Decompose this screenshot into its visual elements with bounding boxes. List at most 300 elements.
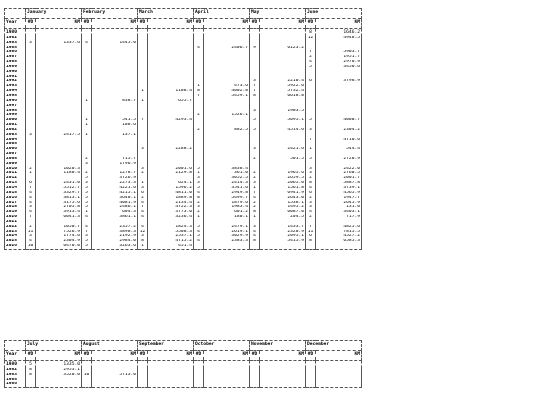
- km-header: KM: [204, 351, 250, 361]
- year-cell: 1994: [5, 89, 26, 94]
- count-cell: 5: [194, 234, 204, 239]
- month-header: December: [306, 341, 362, 351]
- km-cell: 2134.4: [148, 201, 194, 206]
- km-cell: 2192.9: [92, 234, 138, 239]
- count-cell: 10: [82, 373, 92, 378]
- count-cell: 7: [306, 50, 316, 55]
- km-cell: 5903.7: [316, 50, 362, 55]
- km-cell: 1983.4: [204, 205, 250, 210]
- km-cell: 6618.8: [260, 94, 306, 99]
- count-cell: 2: [82, 171, 92, 176]
- count-cell: 5: [82, 191, 92, 196]
- year-cell: 1983: [5, 41, 26, 46]
- count-cell: 3: [138, 167, 148, 172]
- km-cell: [92, 29, 138, 36]
- count-cell: 5: [250, 118, 260, 123]
- km-cell: 4825.6: [316, 225, 362, 230]
- month-header-row: [5, 9, 362, 19]
- count-cell: 4: [250, 234, 260, 239]
- km-header: KM: [148, 351, 194, 361]
- km-header: KM: [260, 19, 306, 29]
- count-cell: 2: [82, 157, 92, 162]
- count-cell: 5: [82, 186, 92, 191]
- table-row: [5, 382, 362, 387]
- count-cell: 3: [250, 109, 260, 114]
- km-cell: 655.7: [148, 99, 194, 104]
- km-cell: 4710.6: [316, 138, 362, 143]
- count-cell: 4: [82, 215, 92, 220]
- count-cell: 4: [138, 201, 148, 206]
- count-cell: 1: [82, 99, 92, 104]
- count-cell: 2: [306, 55, 316, 60]
- km-cell: 541.5: [92, 118, 138, 123]
- count-header: #D: [250, 351, 260, 361]
- year-cell: 1996: [5, 99, 26, 104]
- km-cell: 717.9: [316, 215, 362, 220]
- count-cell: 3: [250, 225, 260, 230]
- count-cell: 3: [306, 128, 316, 133]
- count-cell: 6: [138, 191, 148, 196]
- km-cell: 2001.6: [148, 167, 194, 172]
- count-cell: 3: [138, 186, 148, 191]
- km-cell: 6941.9: [260, 191, 306, 196]
- count-cell: 5: [82, 244, 92, 249]
- year-cell: 2019: [5, 210, 26, 215]
- km-cell: 2643.0: [260, 196, 306, 201]
- km-header: KM: [316, 19, 362, 29]
- count-cell: 2: [194, 201, 204, 206]
- month-header: June: [306, 9, 362, 19]
- km-cell: 6087.0: [260, 210, 306, 215]
- count-cell: 7: [26, 186, 36, 191]
- km-cell: 2129.8: [148, 171, 194, 176]
- km-cell: 1903.5: [260, 109, 306, 114]
- count-cell: 6: [306, 234, 316, 239]
- year-cell: 2011: [5, 171, 26, 176]
- year-cell: 1989: [5, 65, 26, 70]
- km-cell: 1646.2: [316, 29, 362, 36]
- year-cell: 2015: [5, 191, 26, 196]
- count-cell: [82, 382, 92, 387]
- count-cell: 3: [26, 41, 36, 46]
- km-cell: 3263.6: [92, 244, 138, 249]
- count-cell: 2: [194, 128, 204, 133]
- km-cell: 3726.9: [92, 176, 138, 181]
- km-cell: 2421.6: [260, 147, 306, 152]
- year-cell: 2023: [5, 230, 26, 235]
- year-cell: 2024: [5, 234, 26, 239]
- km-cell: 2320.9: [260, 230, 306, 235]
- count-cell: [306, 244, 316, 249]
- km-cell: 4715.2: [148, 239, 194, 244]
- km-cell: [260, 244, 306, 249]
- count-cell: 4: [82, 41, 92, 46]
- count-cell: [138, 29, 148, 36]
- count-header: #D: [306, 19, 316, 29]
- count-cell: 4: [26, 239, 36, 244]
- km-cell: [316, 361, 362, 368]
- count-cell: 3: [194, 181, 204, 186]
- month-header: September: [138, 341, 194, 351]
- corner-cell: [5, 341, 26, 351]
- km-cell: 2984.0: [92, 239, 138, 244]
- stats-table-jul-dec: [4, 340, 362, 388]
- year-cell: 2005: [5, 142, 26, 147]
- km-header: KM: [316, 351, 362, 361]
- km-cell: 1050.7: [36, 225, 82, 230]
- count-cell: 7: [250, 191, 260, 196]
- year-cell: 1982: [5, 36, 26, 41]
- km-header: KM: [148, 19, 194, 29]
- km-cell: 1180.4: [36, 171, 82, 176]
- km-cell: 1951.7: [316, 55, 362, 60]
- count-cell: 3: [250, 181, 260, 186]
- count-cell: 8: [26, 368, 36, 373]
- count-cell: 1: [82, 133, 92, 138]
- km-cell: 2479.1: [204, 225, 250, 230]
- month-header: January: [26, 9, 82, 19]
- month-header: October: [194, 341, 250, 351]
- count-cell: 2: [250, 171, 260, 176]
- count-cell: 1: [26, 171, 36, 176]
- km-cell: 4293.4: [148, 118, 194, 123]
- count-cell: 4: [82, 225, 92, 230]
- count-cell: [138, 382, 148, 387]
- count-cell: 8: [306, 239, 316, 244]
- km-cell: 2357.2: [92, 225, 138, 230]
- km-cell: 5732.4: [260, 89, 306, 94]
- count-header: #D: [250, 19, 260, 29]
- count-cell: 5: [250, 128, 260, 133]
- stats-table-jan-jun: [4, 8, 362, 250]
- km-cell: 2095.1: [260, 234, 306, 239]
- km-header: KM: [36, 19, 82, 29]
- year-cell: 2016: [5, 196, 26, 201]
- count-cell: 4: [194, 230, 204, 235]
- km-cell: 6585.3: [316, 239, 362, 244]
- km-cell: 2417.5: [36, 133, 82, 138]
- km-cell: 7815.5: [316, 230, 362, 235]
- count-cell: 5: [306, 157, 316, 162]
- count-cell: 2: [250, 157, 260, 162]
- km-cell: 2720.9: [316, 157, 362, 162]
- table-body: [5, 29, 362, 250]
- km-cell: 3029.9: [204, 234, 250, 239]
- count-cell: 1: [306, 147, 316, 152]
- count-cell: [194, 29, 204, 36]
- km-cell: 1538.1: [260, 201, 306, 206]
- year-header: Year: [5, 19, 26, 29]
- count-cell: 2: [250, 201, 260, 206]
- count-cell: 1: [82, 118, 92, 123]
- km-cell: [148, 361, 194, 368]
- count-cell: 4: [250, 196, 260, 201]
- count-header: #D: [82, 19, 92, 29]
- count-cell: 3: [26, 234, 36, 239]
- count-cell: 5: [194, 225, 204, 230]
- count-cell: [82, 361, 92, 368]
- km-cell: 2760.5: [316, 171, 362, 176]
- year-cell: 1992: [5, 79, 26, 84]
- km-cell: 3739.1: [316, 186, 362, 191]
- year-cell: 1990: [5, 70, 26, 75]
- km-cell: 6041.3: [36, 215, 82, 220]
- km-cell: 4722.3: [148, 205, 194, 210]
- count-cell: 8: [250, 210, 260, 215]
- count-cell: 2: [26, 167, 36, 172]
- count-cell: 8: [138, 239, 148, 244]
- table-row: [5, 361, 362, 368]
- count-cell: 8: [194, 89, 204, 94]
- count-header: #D: [82, 351, 92, 361]
- count-cell: 2: [138, 171, 148, 176]
- year-cell: 2007: [5, 152, 26, 157]
- count-header: #D: [138, 351, 148, 361]
- km-cell: 5512.7: [36, 186, 82, 191]
- count-header: #D: [194, 351, 204, 361]
- count-cell: 6: [26, 181, 36, 186]
- year-cell: 2009: [5, 162, 26, 167]
- km-header: KM: [260, 351, 306, 361]
- count-cell: 1: [194, 84, 204, 89]
- count-cell: 4: [138, 225, 148, 230]
- count-cell: [250, 382, 260, 387]
- km-cell: 5713.0: [92, 373, 138, 378]
- count-cell: 12: [306, 36, 316, 41]
- km-cell: 3898.3: [92, 230, 138, 235]
- km-cell: 2970.9: [316, 60, 362, 65]
- km-cell: [36, 382, 82, 387]
- count-cell: 7: [26, 215, 36, 220]
- km-cell: 3052.5: [204, 176, 250, 181]
- count-cell: 4: [194, 239, 204, 244]
- km-cell: [316, 244, 362, 249]
- km-cell: 5415.9: [260, 239, 306, 244]
- count-cell: 4: [306, 186, 316, 191]
- km-cell: 4565.9: [316, 191, 362, 196]
- km-cell: [316, 382, 362, 387]
- km-cell: [204, 244, 250, 249]
- count-cell: 1: [138, 244, 148, 249]
- count-cell: 5: [306, 118, 316, 123]
- count-cell: [26, 29, 36, 36]
- count-cell: 5: [82, 196, 92, 201]
- km-cell: 2001.7: [316, 176, 362, 181]
- year-cell: 1980: [5, 29, 26, 36]
- km-cell: [92, 361, 138, 368]
- year-cell: 1982: [5, 368, 26, 373]
- count-cell: 11: [26, 230, 36, 235]
- km-cell: 2619.1: [204, 230, 250, 235]
- km-cell: [92, 382, 138, 387]
- km-cell: 1337.6: [36, 41, 82, 46]
- year-cell: 1980: [5, 361, 26, 368]
- km-cell: 3175.6: [36, 201, 82, 206]
- count-cell: 4: [26, 191, 36, 196]
- count-cell: 7: [194, 94, 204, 99]
- count-cell: [306, 382, 316, 387]
- count-cell: 1: [82, 123, 92, 128]
- count-cell: [138, 361, 148, 368]
- km-cell: 2422.0: [316, 167, 362, 172]
- km-cell: [204, 29, 250, 36]
- km-cell: 1796.9: [92, 162, 138, 167]
- year-cell: 1985: [5, 378, 26, 383]
- count-cell: [250, 29, 260, 36]
- year-cell: 1986: [5, 50, 26, 55]
- year-cell: 1999: [5, 113, 26, 118]
- year-cell: 1983: [5, 373, 26, 378]
- count-header: #D: [138, 19, 148, 29]
- count-cell: 3: [306, 205, 316, 210]
- km-cell: [36, 29, 82, 36]
- count-cell: 4: [138, 215, 148, 220]
- km-cell: 2288.2: [148, 147, 194, 152]
- count-cell: 4: [194, 191, 204, 196]
- count-cell: 5: [82, 239, 92, 244]
- count-cell: [194, 382, 204, 387]
- month-header: August: [82, 341, 138, 351]
- km-cell: 2949.8: [204, 191, 250, 196]
- count-cell: 3: [82, 181, 92, 186]
- year-cell: 1985: [5, 46, 26, 51]
- month-header: November: [250, 341, 306, 351]
- km-cell: 2953.1: [36, 368, 82, 373]
- count-cell: 5: [26, 361, 36, 368]
- km-header: KM: [204, 19, 250, 29]
- year-cell: 1988: [5, 60, 26, 65]
- count-cell: 7: [306, 138, 316, 143]
- count-cell: 1: [138, 99, 148, 104]
- count-cell: 2: [306, 196, 316, 201]
- km-cell: 882.5: [204, 128, 250, 133]
- count-cell: 2: [250, 205, 260, 210]
- count-cell: [306, 361, 316, 368]
- count-cell: [82, 29, 92, 36]
- km-cell: 4527.2: [316, 234, 362, 239]
- year-cell: 1987: [5, 55, 26, 60]
- km-cell: [260, 361, 306, 368]
- count-cell: 2: [138, 196, 148, 201]
- km-cell: 3798.9: [316, 79, 362, 84]
- count-header: #D: [26, 19, 36, 29]
- km-cell: 3329.7: [36, 191, 82, 196]
- km-cell: 6470.0: [36, 244, 82, 249]
- km-cell: 5095.1: [260, 118, 306, 123]
- count-cell: 7: [138, 118, 148, 123]
- count-cell: 1: [138, 181, 148, 186]
- count-cell: 12: [138, 230, 148, 235]
- count-cell: 5: [82, 176, 92, 181]
- km-cell: 3838.4: [204, 167, 250, 172]
- count-cell: 4: [250, 230, 260, 235]
- count-cell: 4: [306, 60, 316, 65]
- count-cell: 10: [26, 244, 36, 249]
- count-cell: 4: [194, 46, 204, 51]
- count-cell: 3: [26, 133, 36, 138]
- count-cell: 8: [306, 29, 316, 36]
- km-cell: 2406.7: [204, 46, 250, 51]
- km-cell: 1335.0: [36, 361, 82, 368]
- count-cell: 9: [250, 46, 260, 51]
- count-cell: 5: [194, 167, 204, 172]
- km-cell: 2537.1: [148, 234, 194, 239]
- km-cell: 3520.0: [36, 373, 82, 378]
- count-cell: 8: [250, 239, 260, 244]
- count-cell: 2: [306, 176, 316, 181]
- year-cell: 2013: [5, 181, 26, 186]
- count-cell: 1: [138, 89, 148, 94]
- km-cell: 1278.7: [92, 171, 138, 176]
- year-cell: 2021: [5, 220, 26, 225]
- count-cell: 1: [194, 215, 204, 220]
- count-cell: 8: [194, 196, 204, 201]
- km-cell: 4948.5: [316, 36, 362, 41]
- km-cell: 4215.1: [92, 191, 138, 196]
- count-cell: 3: [82, 162, 92, 167]
- km-header: KM: [92, 19, 138, 29]
- km-cell: 4081.9: [92, 201, 138, 206]
- count-cell: 3: [250, 79, 260, 84]
- count-cell: 4: [306, 210, 316, 215]
- km-cell: 2486.1: [92, 205, 138, 210]
- count-cell: 5: [82, 205, 92, 210]
- km-cell: 2431.0: [36, 181, 82, 186]
- year-cell: 2003: [5, 133, 26, 138]
- km-cell: 3541.6: [204, 186, 250, 191]
- km-cell: 361.0: [204, 171, 250, 176]
- count-cell: 5: [306, 65, 316, 70]
- km-cell: 3403.1: [316, 210, 362, 215]
- km-cell: [204, 361, 250, 368]
- km-cell: 3913.4: [36, 210, 82, 215]
- count-cell: 4: [26, 210, 36, 215]
- km-cell: 4221.6: [92, 186, 138, 191]
- km-cell: 604.3: [92, 210, 138, 215]
- km-cell: 2645.9: [316, 201, 362, 206]
- count-cell: 2: [194, 210, 204, 215]
- km-header: KM: [36, 351, 82, 361]
- year-cell: 2012: [5, 176, 26, 181]
- count-cell: 2: [194, 113, 204, 118]
- km-cell: 1433.7: [260, 225, 306, 230]
- km-cell: 601.2: [204, 210, 250, 215]
- km-cell: 3861.1: [92, 215, 138, 220]
- month-header: May: [250, 9, 306, 19]
- count-cell: 3: [306, 171, 316, 176]
- km-cell: 4514.6: [260, 128, 306, 133]
- km-cell: 2210.4: [260, 79, 306, 84]
- km-cell: 204.5: [260, 215, 306, 220]
- corner-cell: [5, 9, 26, 19]
- count-cell: [250, 361, 260, 368]
- km-cell: 2065.0: [260, 181, 306, 186]
- km-cell: 5887.8: [316, 181, 362, 186]
- km-cell: 1108.4: [148, 89, 194, 94]
- count-header: #D: [306, 351, 316, 361]
- count-header: #D: [26, 351, 36, 361]
- count-cell: 4: [26, 201, 36, 206]
- km-cell: 7526.9: [36, 230, 82, 235]
- km-cell: [148, 382, 194, 387]
- column-header-row: [5, 19, 362, 29]
- count-cell: 4: [138, 210, 148, 215]
- count-cell: 3: [250, 147, 260, 152]
- km-cell: 2304.2: [316, 128, 362, 133]
- year-cell: 2026: [5, 244, 26, 249]
- km-cell: 3640.1: [92, 196, 138, 201]
- km-cell: 4000.7: [316, 118, 362, 123]
